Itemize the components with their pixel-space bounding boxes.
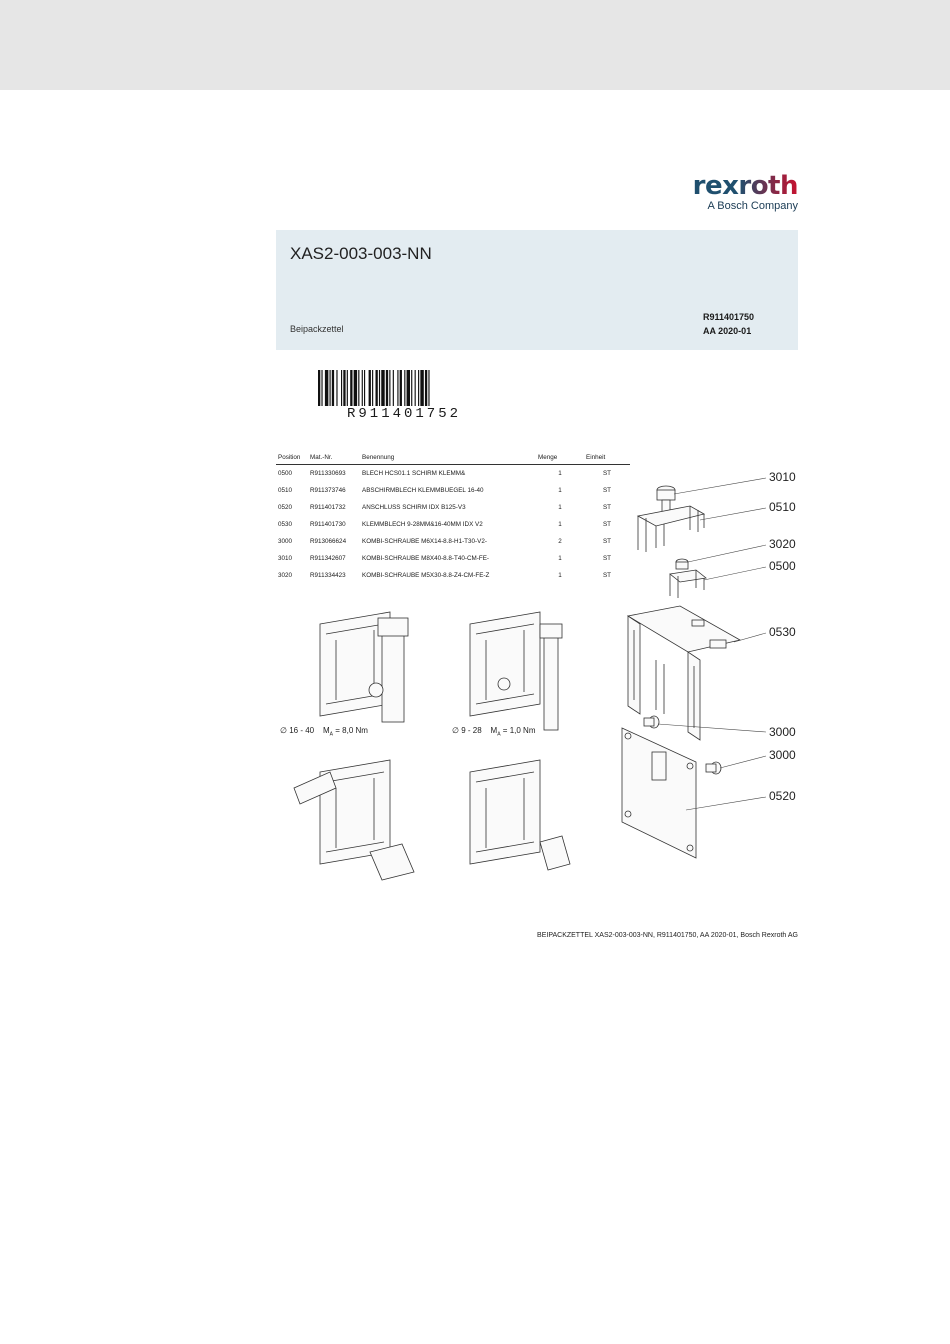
barcode-bar: [411, 370, 412, 406]
cell-menge: 1: [558, 504, 562, 511]
cell-benennung: KOMBI-SCHRAUBE M8X40-8.8-T40-CM-FE-: [362, 555, 490, 562]
torque-value: = 1,0 Nm: [502, 726, 536, 735]
cell-benennung: KOMBI-SCHRAUBE M5X30-8.8-Z4-CM-FE-Z: [362, 572, 490, 579]
cell-menge: 1: [558, 572, 562, 579]
cable-diameter-range: ∅ 16 - 40: [280, 726, 315, 735]
document-footer: BEIPACKZETTEL XAS2-003-003-NN, R911401750, AA 2020-01, Bosch Rexroth AG: [537, 932, 798, 939]
cell-mat-nr: R911330693: [310, 470, 346, 477]
barcode-bar: [407, 370, 410, 406]
torque-symbol: M: [490, 726, 498, 735]
barcode: [318, 370, 490, 422]
cell-menge: 1: [558, 555, 562, 562]
cell-menge: 1: [558, 470, 562, 477]
screw-3020-drawing: [676, 559, 688, 569]
barcode-bar: [358, 370, 359, 406]
cell-position: 0510: [278, 487, 293, 494]
table-row: [276, 482, 630, 499]
callout-0500: 0500: [769, 559, 796, 573]
barcode-bar: [347, 370, 348, 406]
torque-note-16-40: [280, 726, 368, 738]
barcode-bar: [325, 370, 328, 406]
barcode-bar: [321, 370, 322, 406]
table-row: [276, 499, 630, 516]
torque-subscript: A: [497, 731, 501, 738]
callout-0510: 0510: [769, 500, 796, 514]
barcode-bar: [415, 370, 416, 406]
cell-einheit: ST: [602, 504, 612, 511]
barcode-value: R911401752: [346, 406, 461, 422]
table-header-row: [276, 450, 630, 465]
document-header: [276, 230, 798, 350]
cell-einheit: ST: [602, 521, 612, 528]
barcode-bars: [318, 370, 490, 406]
torque-note-9-28: [452, 726, 535, 738]
barcode-bar: [404, 370, 405, 406]
assembly-view-large-cable: [316, 604, 426, 734]
barcode-bar: [389, 370, 390, 406]
parts-table: [276, 450, 630, 584]
barcode-bar: [420, 370, 423, 406]
col-mat-nr: Mat.-Nr.: [308, 450, 360, 465]
cell-position: 0520: [278, 504, 293, 511]
barcode-bar: [393, 370, 394, 406]
barcode-bar: [330, 370, 331, 406]
cell-mat-nr: R913066624: [310, 538, 347, 545]
cell-einheit: ST: [602, 487, 612, 494]
cell-einheit: ST: [602, 555, 612, 562]
col-menge: Menge: [536, 450, 584, 465]
barcode-bar: [386, 370, 388, 406]
table-row: [276, 567, 630, 584]
document-title: XAS2-003-003-NN: [290, 244, 432, 263]
cell-position: 0500: [278, 470, 293, 477]
barcode-bar: [343, 370, 345, 406]
barcode-bar: [318, 370, 320, 406]
callout-3020: 3020: [769, 537, 796, 551]
cell-position: 3020: [278, 572, 293, 579]
callout-3000-second: 3000: [769, 748, 796, 762]
barcode-bar: [362, 370, 363, 406]
callout-3000: 3000: [769, 725, 796, 739]
cell-mat-nr: R911334423: [310, 572, 346, 579]
table-row: [276, 550, 630, 567]
cell-benennung: BLECH HCS01.1 SCHIRM KLEMM&: [362, 470, 466, 477]
edition: AA 2020-01: [703, 326, 752, 336]
callout-3010: 3010: [769, 470, 796, 484]
cell-einheit: ST: [602, 572, 612, 579]
material-number: R911401750: [703, 312, 755, 322]
cell-position: 0530: [278, 521, 293, 528]
cell-position: 3010: [278, 555, 293, 562]
barcode-bar: [354, 370, 357, 406]
torque-subscript: A: [329, 731, 334, 738]
part-0500-drawing: [670, 570, 706, 598]
barcode-bar: [418, 370, 419, 406]
assembly-view-small-cable-bottom: [466, 752, 586, 882]
clamp-0510-drawing: [638, 506, 704, 552]
cell-benennung: ABSCHIRMBLECH KLEMMBUEGEL 16-40: [362, 487, 484, 494]
table-row: [276, 516, 630, 533]
cell-benennung: ANSCHLUSS SCHIRM IDX B125-V3: [362, 504, 466, 511]
cell-position: 3000: [278, 538, 293, 545]
cell-einheit: ST: [602, 470, 612, 477]
cell-mat-nr: R911401732: [310, 504, 346, 511]
cell-mat-nr: R911373746: [310, 487, 346, 494]
barcode-bar: [350, 370, 352, 406]
cell-menge: 1: [558, 487, 562, 494]
cell-einheit: ST: [602, 538, 612, 545]
cell-benennung: KLEMMBLECH 9-28MM&16-40MM IDX V2: [362, 521, 483, 528]
col-position: Position: [276, 450, 308, 465]
barcode-bar: [369, 370, 371, 406]
assembly-view-small-cable: [466, 604, 576, 734]
cell-benennung: KOMBI-SCHRAUBE M6X14-8.8-H1-T30-V2-: [362, 538, 487, 545]
cable-diameter-range: ∅ 9 - 28: [452, 726, 482, 735]
barcode-bar: [397, 370, 398, 406]
torque-symbol: M: [323, 726, 330, 735]
barcode-bar: [336, 370, 337, 406]
barcode-bar: [364, 370, 365, 406]
barcode-bar: [341, 370, 342, 406]
callout-0520: 0520: [769, 789, 796, 803]
cell-menge: 1: [558, 521, 562, 528]
document-subtitle: Beipackzettel: [290, 324, 344, 334]
barcode-bar: [428, 370, 429, 406]
logo-wordmark: rexroth: [690, 172, 798, 200]
cell-mat-nr: R911401730: [310, 521, 346, 528]
barcode-bar: [425, 370, 427, 406]
torque-value: = 8,0 Nm: [335, 726, 368, 735]
barcode-bar: [400, 370, 402, 406]
table-row: [276, 533, 630, 550]
col-benennung: Benennung: [360, 450, 536, 465]
barcode-bar: [379, 370, 380, 406]
plate-0520-drawing: [622, 728, 696, 858]
barcode-bar: [332, 370, 334, 406]
assembly-view-large-cable-bottom: [290, 752, 430, 882]
document-id: [703, 310, 754, 338]
table-row: [276, 465, 630, 483]
callout-0530: 0530: [769, 625, 796, 639]
barcode-bar: [376, 370, 378, 406]
col-einheit: Einheit: [584, 450, 630, 465]
cell-menge: 2: [558, 538, 562, 545]
barcode-bar: [372, 370, 373, 406]
exploded-view-drawing: [600, 470, 800, 870]
barcode-bar: [381, 370, 384, 406]
top-banner: [0, 0, 950, 90]
logo-tagline: A Bosch Company: [707, 200, 798, 212]
rexroth-logo: [690, 172, 798, 213]
cell-mat-nr: R911342607: [310, 555, 346, 562]
